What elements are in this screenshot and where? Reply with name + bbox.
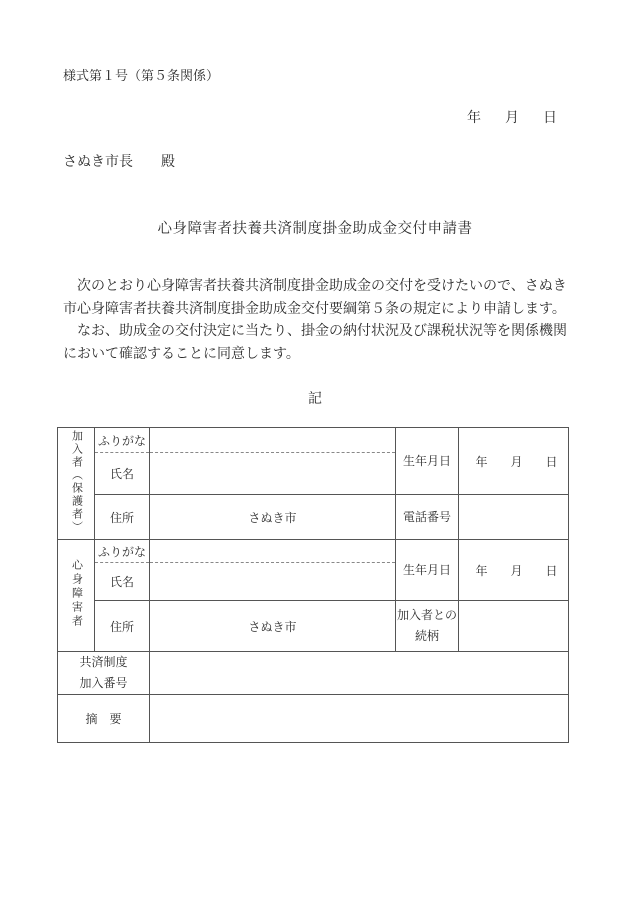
applicant-name-field [150, 453, 396, 495]
form-number: 様式第１号（第５条関係） [63, 68, 220, 83]
disabled-person-birthdate-field [459, 540, 569, 601]
applicant-phone-label: 電話番号 [396, 495, 459, 540]
date-month-label: 月 [505, 111, 519, 126]
application-table [57, 427, 569, 743]
applicant-birthdate-field [459, 428, 569, 495]
aid-number-field [150, 652, 569, 695]
disabled-person-birth-month-label: 月 [510, 563, 523, 578]
relation-label-line1: 加入者との [396, 608, 457, 622]
relation-label-line2: 続柄 [414, 629, 439, 643]
disabled-person-furigana-label: ふりがな [95, 540, 150, 563]
disabled-person-address-label: 住所 [95, 601, 150, 652]
relation-to-applicant-label [396, 601, 459, 652]
applicant-birth-day-label: 日 [545, 454, 558, 469]
disabled-person-name-field [150, 563, 396, 601]
disabled-person-birth-day-label: 日 [545, 563, 558, 578]
addressee: さぬき市長 殿 [63, 155, 175, 170]
aid-number-label-line1: 共済制度 [79, 655, 128, 669]
date-line [467, 107, 557, 127]
body-line: なお、助成金の交付決定に当たり、掛金の納付状況及び課税状況等を関係機関 [63, 324, 567, 339]
applicant-birth-year-label: 年 [475, 454, 488, 469]
disabled-person-address-field: さぬき市 [150, 601, 396, 652]
applicant-name-label: 氏名 [95, 453, 150, 495]
applicant-address-label: 住所 [95, 495, 150, 540]
applicant-furigana-field [150, 428, 396, 453]
body-paragraph [63, 276, 569, 366]
applicant-phone-field [459, 495, 569, 540]
applicant-birth-month-label: 月 [510, 454, 523, 469]
disabled-person-group-cell [58, 540, 95, 652]
date-day-label: 日 [543, 111, 557, 126]
applicant-address-field: さぬき市 [150, 495, 396, 540]
disabled-person-furigana-field [150, 540, 396, 563]
aid-number-label-line2: 加入番号 [79, 676, 128, 690]
record-marker: 記 [308, 392, 322, 407]
aid-number-label [58, 652, 150, 695]
body-line: において確認することに同意します。 [63, 346, 300, 362]
date-year-label: 年 [467, 111, 481, 126]
applicant-group-label: 加入者（保護者） [70, 429, 83, 534]
disabled-person-birthdate-label: 生年月日 [396, 540, 459, 601]
remarks-label: 摘 要 [58, 695, 150, 743]
relation-to-applicant-field [459, 601, 569, 652]
disabled-person-name-label: 氏名 [95, 563, 150, 601]
applicant-furigana-label: ふりがな [95, 428, 150, 453]
body-line: 市心身障害者扶養共済制度掛金助成金交付要綱第５条の規定により申請します。 [63, 301, 566, 317]
disabled-person-group-label: 心身障害者 [70, 558, 83, 629]
document-title: 心身障害者扶養共済制度掛金助成金交付申請書 [157, 221, 473, 237]
disabled-person-birth-year-label: 年 [475, 563, 488, 578]
applicant-group-cell [58, 428, 95, 540]
body-line: 次のとおり心身障害者扶養共済制度掛金助成金の交付を受けたいので、さぬき [63, 279, 567, 294]
applicant-birthdate-label: 生年月日 [396, 428, 459, 495]
remarks-field [150, 695, 569, 743]
